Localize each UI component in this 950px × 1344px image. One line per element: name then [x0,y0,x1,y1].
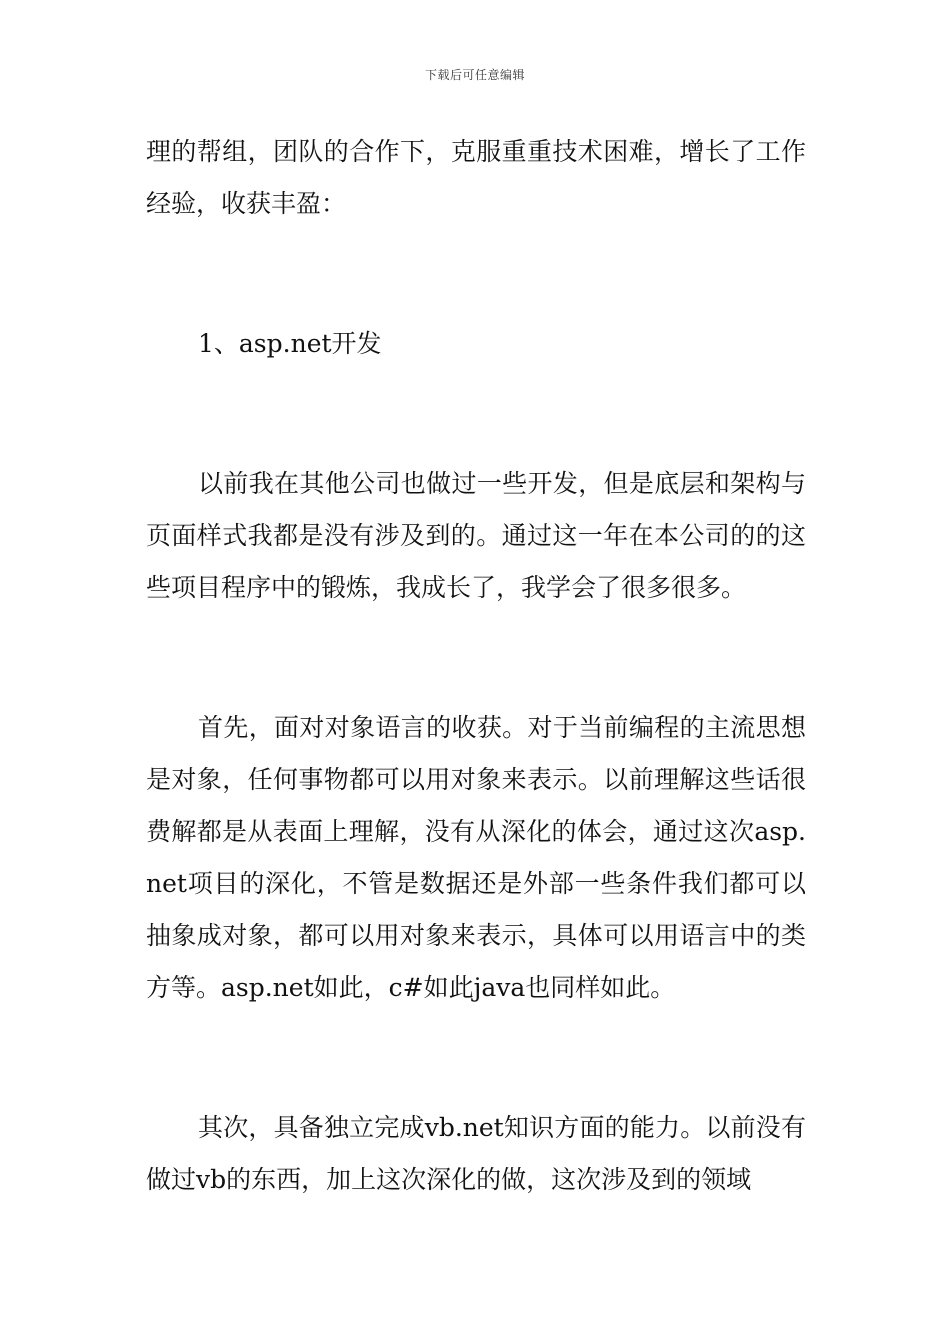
section-heading-asp-net: 1、asp.net开发 [198,329,382,358]
paragraph-continuation: 理的帮组，团队的合作下，克服重重技术困难，增长了工作经验，收获丰盈： [146,137,806,218]
document-body [146,126,806,1206]
paragraph-object-oriented: 首先，面对对象语言的收获。对于当前编程的主流思想是对象，任何事物都可以用对象来表示。以前理解这些话很费解都是从表面上理解，没有从深化的体会，通过这次asp.net项目的深化，不管是数据还是外部一些条件我们都可以抽象成对象，都可以用对象来表示，具体可以用语言中的类方等。asp.net如此，c#如此java也同样如此。 [146,713,806,1002]
paragraph-vb-net: 其次，具备独立完成vb.net知识方面的能力。以前没有做过vb的东西，加上这次深化的做，这次涉及到的领域 [146,1113,806,1194]
page-header-note: 下载后可任意编辑 [424,68,525,82]
paragraph-previous-experience: 以前我在其他公司也做过一些开发，但是底层和架构与页面样式我都是没有涉及到的。通过这一年在本公司的的这些项目程序中的锻炼，我成长了，我学会了很多很多。 [146,469,806,602]
